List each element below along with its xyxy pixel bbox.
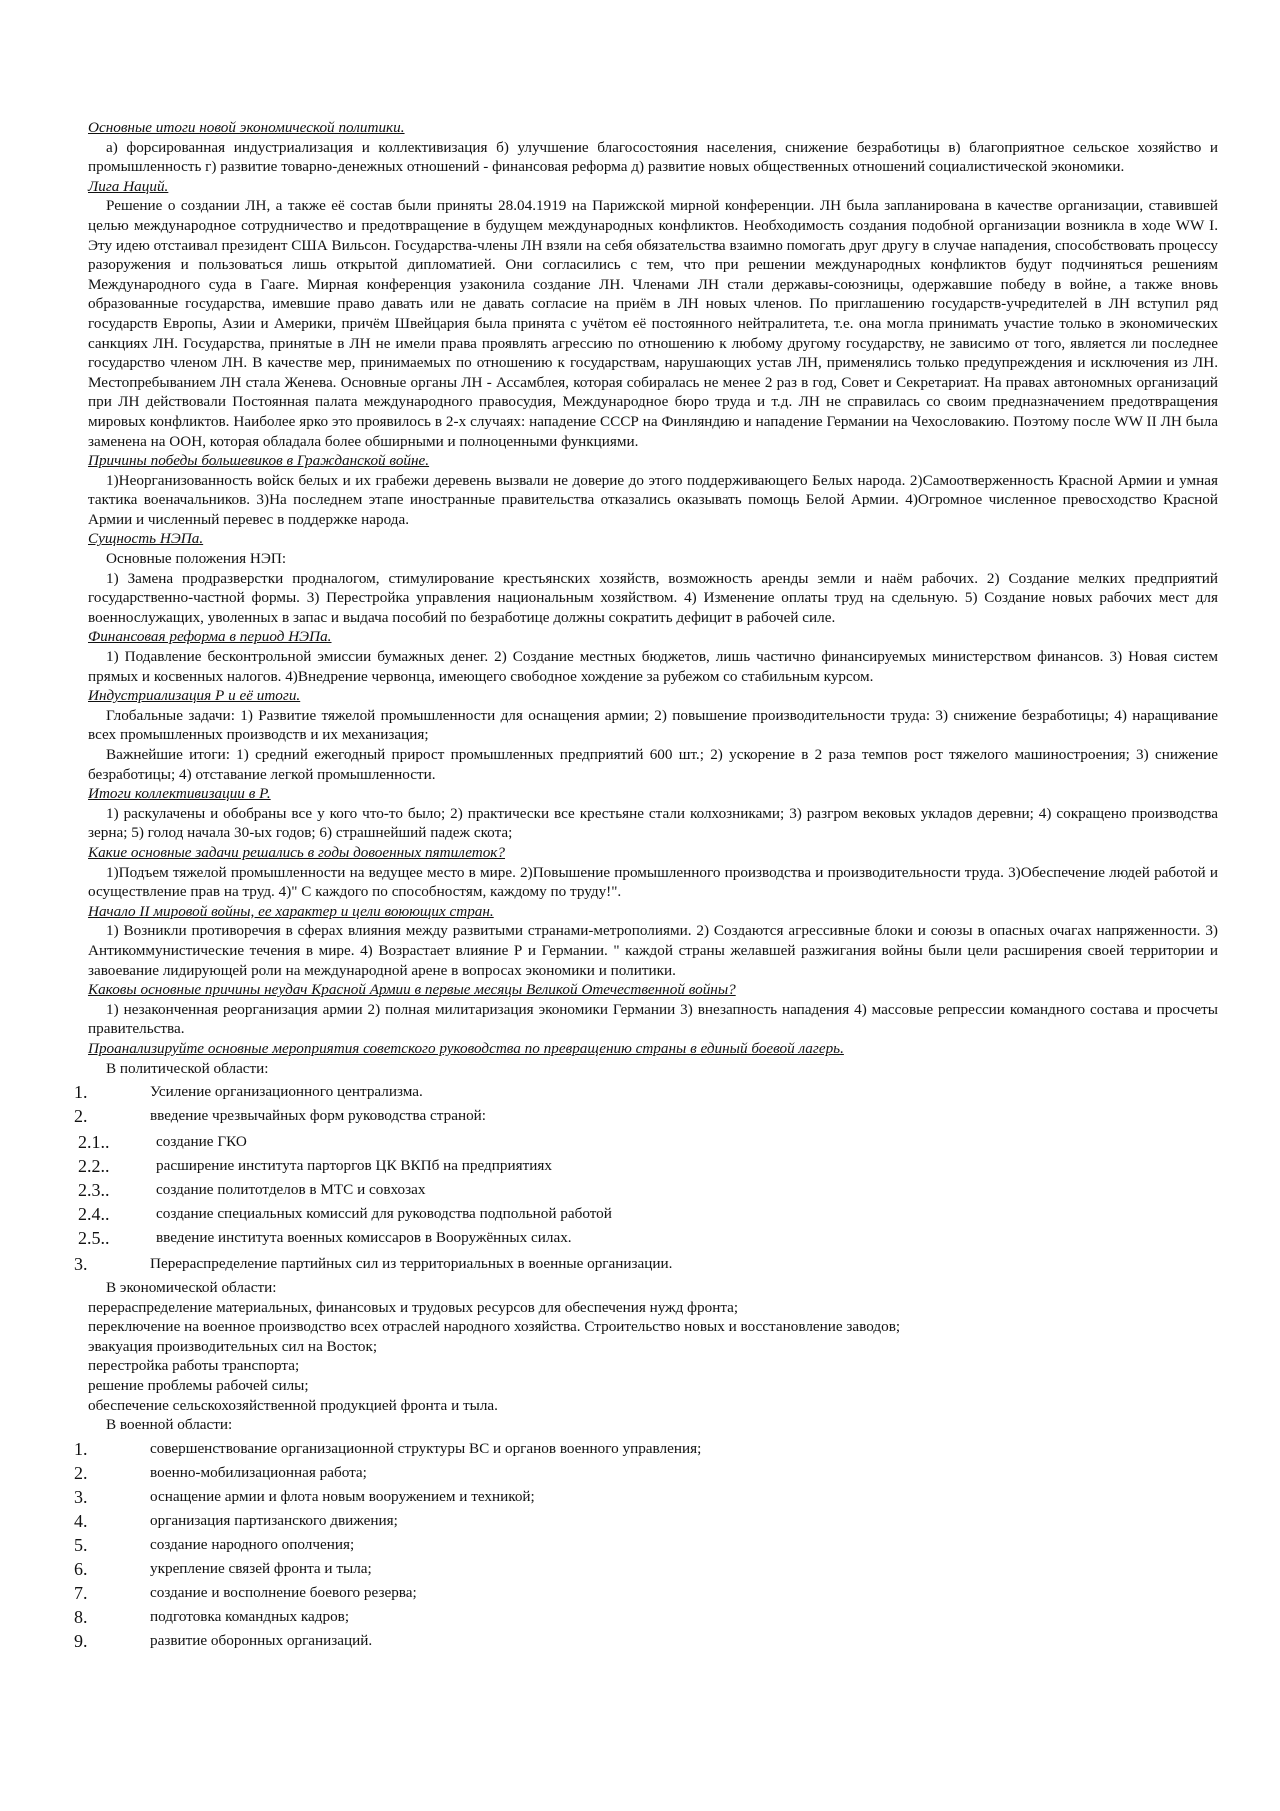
section-title-industrialization: Индустриализация Р и её итоги. (88, 687, 301, 705)
military-label: В военной области: (106, 1416, 233, 1434)
economic-item: эвакуация производительных сил на Восток; (88, 1337, 378, 1355)
list-item: 2.4.. создание специальных комиссий для руководства подпольной работой (78, 1204, 612, 1225)
economic-label: В экономической области: (106, 1279, 277, 1297)
section-text-industrialization-tasks: Глобальные задачи: 1) Развитие тяжелой промышленности для оснащения армии; 2) повышение производительности труда: 3) снижение безработицы; 4) наращивание всех промышленных производств и их механизация; (88, 706, 1218, 744)
list-item: 9. развитие оборонных организаций. (74, 1630, 373, 1651)
economic-item: решение проблемы рабочей силы; (88, 1377, 309, 1395)
economic-item: обеспечение сельскохозяйственной продукцией фронта и тыла. (88, 1396, 498, 1414)
list-item: 3. Перераспределение партийных сил из территориальных в военные организации. (74, 1254, 673, 1275)
section-text-nep-results: а) форсированная индустриализация и коллективизация б) улучшение благосостояния населения, снижение безработицы в) благоприятное сельское хозяйство и промышленность г) развитие товарно-денежных отношений - финансовая реформа д) развитие новых общественных отношений социалистической экономики. (88, 138, 1218, 176)
list-item: 6. укрепление связей фронта и тыла; (74, 1558, 372, 1579)
section-title-collectivization: Итоги коллективизации в Р. (88, 785, 271, 803)
list-item: 2.5.. введение института военных комиссаров в Вооружённых силах. (78, 1228, 572, 1249)
military-list (74, 1437, 1218, 1653)
economic-item: перестройка работы транспорта; (88, 1357, 300, 1375)
political-label: В политической области: (106, 1059, 269, 1077)
section-text-financial-reform: 1) Подавление бесконтрольной эмиссии бумажных денег. 2) Создание местных бюджетов, лишь частично финансируемых министерством финансов. 3) Новая систем прямых и косвенных налогов. 4)Внедрение червонца, имеющего свободное хождение за рубежом со стабильным курсом. (88, 648, 1218, 685)
list-item: 8. подготовка командных кадров; (74, 1606, 350, 1627)
section-text-nep-essence: 1) Замена продразверстки продналогом, стимулирование крестьянских хозяйств, возможность аренды земли и наём рабочих. 2) Создание мелких предприятий государственно-частной формы. 3) Перестройка управления национальным хозяйством. 4) Изменение оплаты труд на сдельную. 5) Создание новых рабочих мест для военнослужащих, уволенных в запас и выдача пособий по безработице должны сократить дефицит в рабочей силе. (88, 569, 1218, 626)
economic-item: перераспределение материальных, финансовых и трудовых ресурсов для обеспечения нужд фронта; (88, 1298, 739, 1316)
section-text-five-year-plans: 1)Подъем тяжелой промышленности на ведущее место в мире. 2)Повышение промышленного производства и производительности труда. 3)Обеспечение людей работой и осуществление прав на труд. 4)" С каждого по способностям, каждому по труду!". (88, 863, 1218, 901)
list-item: 2. введение чрезвычайных форм руководства страной: (74, 1106, 487, 1127)
section-title-league-of-nations: Лига Наций. (88, 177, 169, 195)
list-item: 4. организация партизанского движения; (74, 1510, 398, 1531)
section-text-bolshevik-victory: 1)Неорганизованность войск белых и их грабежи деревень вызвали не доверие до этого поддерживающего Белых народа. 2)Самоотверженность Красной Армии и умная тактика военачальников. 3)На последнем этапе иностранные правительства отказались оказывать помощь Белой Армии. 4)Огромное численное превосходство Красной Армии и численный перевес в поддержке народа. (88, 471, 1218, 528)
section-title-nep-results: Основные итоги новой экономической политики. (88, 119, 405, 136)
list-item: 1. совершенствование организационной структуры ВС и органов военного управления; (74, 1438, 702, 1459)
section-title-bolshevik-victory: Причины победы большевиков в Гражданской войне. (88, 452, 430, 470)
list-item: 1. Усиление организационного централизма. (74, 1082, 423, 1103)
list-item: 2.2.. расширение института парторгов ЦК ВКПб на предприятиях (78, 1156, 552, 1177)
section-title-red-army-failures: Каковы основные причины неудач Красной Армии в первые месяцы Великой Отечественной войны? (88, 981, 736, 999)
political-list-tail (74, 1252, 1218, 1276)
section-text-collectivization: 1) раскулачены и обобраны все у кого что-то было; 2) практически все крестьяне стали колхозниками; 3) разгром вековых укладов деревни; 4) сокращено производства зерна; 5) голод начала 30-ых годов; 6) страшнейший падеж скота; (88, 804, 1218, 842)
list-item: 2.3.. создание политотделов в МТС и совхозах (78, 1180, 426, 1201)
list-item: 5. создание народного ополчения; (74, 1534, 355, 1555)
list-item: 2.1.. создание ГКО (78, 1132, 247, 1153)
document-page (74, 118, 1218, 1655)
section-text-industrialization-results: Важнейшие итоги: 1) средний ежегодный прирост промышленных предприятий 600 шт.; 2) ускорение в 2 раза темпов рост тяжелого машиностроения; 3) снижение безработицы; 4) отставание легкой промышленности. (88, 746, 1218, 783)
section-title-five-year-plans: Какие основные задачи решались в годы довоенных пятилеток? (88, 843, 506, 861)
section-text-league-of-nations: Решение о создании ЛН, а также её состав были приняты 28.04.1919 на Парижской мирной конференции. ЛН была запланирована в качестве организации, ставившей целью международное сотрудничество и предотвращение в будущем международных конфликтов. Необходимость создания подобной организации возникла в ходе WW I. Эту идею отстаивал президент США Вильсон. Государства-члены ЛН взяли на себя обязательства взаимно помогать друг другу в случае нападения, способствовать процессу разоружения и пользоваться лишь открытой дипломатией. Они согласились с тем, что при решении международных конфликтов будут подчиняться решениям Международного суда в Гааге. Мирная конференция узаконила создание ЛН. Членами ЛН стали державы-союзницы, одержавшие победу в войне, а также вновь образованные государства, имевшие право давать или не давать согласие на приём в ЛН новых членов. По приглашению государств-учредителей в ЛН вступил ряд государств Европы, Азии и Америки, причём Швейцария была принята с учётом её постоянного нейтралитета, т.е. она могла принимать участие только в экономических санкциях ЛН. Государства, принятые в ЛН не имели права проявлять агрессию по отношению к любому другому государству, не зависимо от того, является ли последнее государство членом ЛН. В качестве мер, принимаемых по отношению к государствам, нарушающих устав ЛН, применялись только предупреждения и исключения из ЛН. Местопребыванием ЛН стала Женева. Основные органы ЛН - Ассамблея, которая собиралась не менее 2 раз в год, Совет и Секретариат. На правах автономных организаций при ЛН действовали Постоянная палата международного правосудия, Международное бюро труда и т.д. ЛН не справилась со своим предназначением предотвращения мировых конфликтов. Наиболее ярко это проявилось в 2-х случаях: нападение СССР на Финляндию и нападение Германии на Чехословакию. Поэтому после WW II ЛН была заменена на ООН, которая обладала более обширными и полноценными функциями. (88, 197, 1218, 450)
section-text-ww2-start: 1) Возникли противоречия в сферах влияния между развитыми странами-метрополиями. 2) Создаются агрессивные блоки и союзы в опасных очагах напряженности. 3) Антикоммунистические течения в мире. 4) Возрастает влияние Р и Германии. " каждой страны желавшей разжигания войны были цели расширения своей территории и завоевание лидирующей роли на международной арене в вопросах экономики и политики. (88, 922, 1218, 979)
section-text-red-army-failures: 1) незаконченная реорганизация армии 2) полная милитаризация экономики Германии 3) внезапность нападения 4) массовые репрессии командного состава и просчеты правительства. (88, 1000, 1218, 1038)
section-title-nep-essence: Сущность НЭПа. (88, 530, 204, 548)
list-item: 2. военно-мобилизационная работа; (74, 1462, 367, 1483)
section-title-ww2-start: Начало II мировой войны, ее характер и цели воюющих стран. (88, 902, 494, 920)
economic-item: переключение на военное производство всех отраслей народного хозяйства. Строительство новых и восстановление заводов; (88, 1318, 901, 1336)
list-item: 7. создание и восполнение боевого резерва; (74, 1582, 417, 1603)
section-title-war-camp: Проанализируйте основные мероприятия советского руководства по превращению страны в единый боевой лагерь. (88, 1039, 844, 1057)
political-sublist (78, 1130, 1218, 1250)
political-list (74, 1080, 1218, 1128)
section-title-financial-reform: Финансовая реформа в период НЭПа. (88, 628, 332, 646)
section-subtitle-nep-essence: Основные положения НЭП: (106, 550, 287, 568)
list-item: 3. оснащение армии и флота новым вооружением и техникой; (74, 1486, 535, 1507)
